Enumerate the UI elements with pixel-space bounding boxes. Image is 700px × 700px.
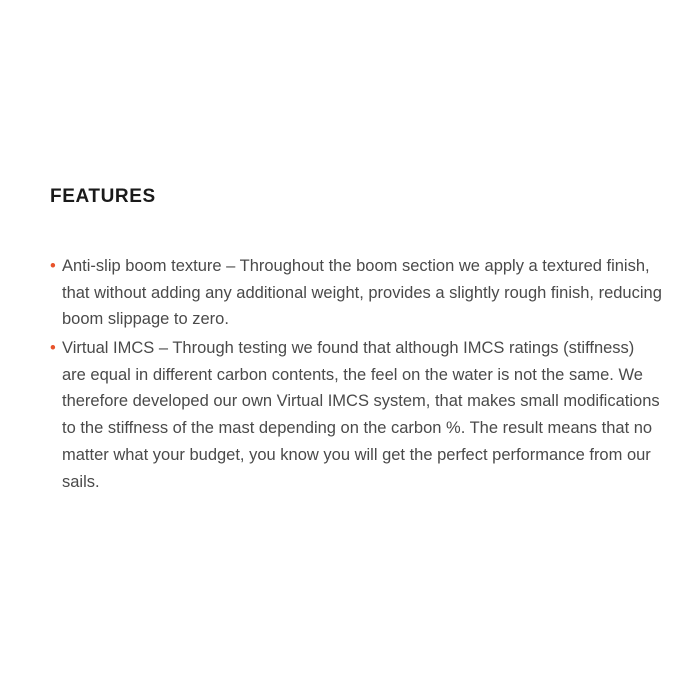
- list-item: [50, 253, 662, 333]
- bullet-icon: •: [50, 338, 56, 357]
- feature-text: Anti-slip boom texture – Throughout the boom section we apply a textured finish, that without adding any additional weight, provides a slightly rough finish, reducing boom slippage to zero.: [62, 256, 662, 329]
- feature-text: Virtual IMCS – Through testing we found that although IMCS ratings (stiffness) are equal in different carbon contents, the feel on the water is not the same. We therefore developed our own Virtual IMCS system, that makes small modifications to the stiffness of the mast depending on the carbon %. The result means that no matter what your budget, you know you will get the perfect performance from our sails.: [62, 338, 660, 491]
- bullet-icon: •: [50, 256, 56, 275]
- page-title: FEATURES: [50, 186, 156, 207]
- list-item: [50, 335, 662, 495]
- feature-list: [50, 253, 662, 495]
- features-section: [50, 186, 662, 497]
